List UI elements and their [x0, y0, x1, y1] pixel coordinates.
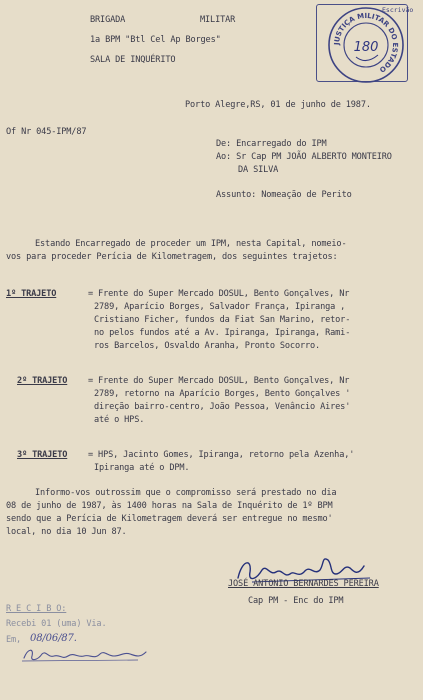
seal-text: JUSTIÇA MILITAR DO ESTADO	[332, 11, 400, 74]
court-seal-icon	[326, 5, 406, 85]
stamp-number: 180	[353, 40, 379, 55]
subject-line: Assunto: Nomeação de Perito	[216, 190, 352, 200]
intro-line-2: vos para proceder Perícia de Kilometragem, dos seguintes trajetos:	[6, 252, 338, 262]
route-1-line: Cristiano Ficher, fundos da Fiat San Marino, retor-	[94, 315, 351, 325]
route-1-line: 2789, Aparício Borges, Salvador França, Ipiranga ,	[94, 302, 346, 312]
closing-line-2: 08 de junho de 1987, às 1400 horas na Sala de Inquérito de 1º BPM	[6, 501, 333, 511]
from-line: De: Encarregado do IPM	[216, 139, 327, 149]
receipt-line: Recebi 01 (uma) Via.	[6, 619, 107, 629]
signatory-title: Cap PM - Enc do IPM	[248, 596, 344, 606]
to-line-2: DA SILVA	[238, 165, 279, 175]
route-2-line: direção bairro-centro, João Pessoa, Venâncio Aires'	[94, 402, 351, 412]
closing-line-3: sendo que a Perícia de Kilometragem deverá ser entregue no mesmo'	[6, 514, 333, 524]
closing-line-1: Informo-vos outrossim que o compromisso será prestado no dia	[35, 488, 337, 498]
header-brigada: BRIGADA	[90, 15, 126, 25]
route-1-line: ros Barcelos, Osvaldo Aranha, Pronto Socorro.	[94, 341, 321, 351]
closing-line-4: local, no dia 10 Jun 87.	[6, 527, 127, 537]
route-2-line: até o HPS.	[94, 415, 145, 425]
header-militar: MILITAR	[200, 15, 236, 25]
signatory-name: JOSÉ ANTONIO BERNARDES PEREIRA	[228, 579, 379, 589]
office-reference: Of Nr 045-IPM/87	[6, 127, 87, 137]
stamp-label: Escrivão	[382, 6, 414, 14]
route-3-label: 3º TRAJETO	[17, 450, 68, 460]
route-3-line: = HPS, Jacinto Gomes, Ipiranga, retorno pela Azenha,'	[88, 450, 355, 460]
route-3-line: Ipiranga até o DPM.	[94, 463, 190, 473]
route-1-line: no pelos fundos até a Av. Ipiranga, Ipiranga, Rami-	[94, 328, 351, 338]
header-room: SALA DE INQUÉRITO	[90, 55, 176, 65]
receipt-date-prefix: Em,	[6, 635, 22, 645]
receipt-signature	[20, 644, 150, 666]
receipt-heading: R E C I B O:	[6, 604, 67, 614]
to-line: Ao: Sr Cap PM JOÃO ALBERTO MONTEIRO	[216, 152, 392, 162]
header-unit: 1a BPM "Btl Cel Ap Borges"	[90, 35, 221, 45]
intro-line-1: Estando Encarregado de proceder um IPM, nesta Capital, nomeio-	[35, 239, 347, 249]
receipt-date: 08/06/87.	[30, 633, 77, 644]
route-2-label: 2º TRAJETO	[17, 376, 68, 386]
route-2-line: 2789, retorno na Aparício Borges, Bento Gonçalves '	[94, 389, 351, 399]
route-1-line: = Frente do Super Mercado DOSUL, Bento Gonçalves, Nr	[88, 289, 350, 299]
route-2-line: = Frente do Super Mercado DOSUL, Bento Gonçalves, Nr	[88, 376, 350, 386]
place-date: Porto Alegre,RS, 01 de junho de 1987.	[185, 100, 371, 110]
route-1-label: 1º TRAJETO	[6, 289, 57, 299]
